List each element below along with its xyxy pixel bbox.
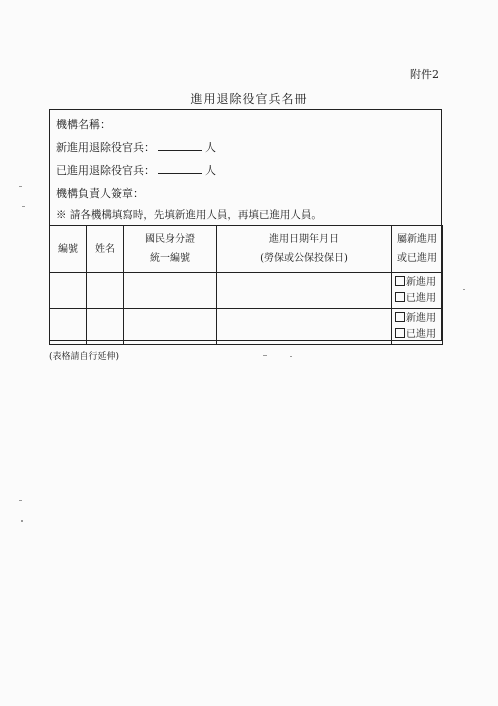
scan-speck (463, 289, 465, 290)
fill-instruction-note: ※ 請各機構填寫時，先填新進用人員，再填已進用人員。 (56, 209, 322, 221)
cell-number[interactable] (50, 273, 87, 309)
new-hire-count-field[interactable] (158, 140, 202, 151)
header-number: 編號 (50, 226, 87, 273)
roster-table (49, 225, 443, 345)
option-new-hire[interactable] (392, 311, 442, 327)
attachment-label: 附件2 (410, 68, 439, 81)
scan-speck (19, 500, 22, 501)
table-row (50, 273, 443, 309)
scan-speck (19, 186, 22, 187)
new-hire-label: 新進用退除役官兵： (56, 141, 155, 154)
footnote: (表格請自行延伸) (49, 352, 120, 362)
option-existing-hire[interactable] (392, 291, 442, 307)
checkbox-icon[interactable] (395, 276, 405, 286)
header-id-line2: 統一編號 (150, 253, 190, 264)
scan-speck (22, 206, 25, 207)
header-id-line1: 國民身分證 (145, 234, 195, 245)
option-new-hire-label: 新進用 (406, 276, 436, 288)
table-row (50, 309, 443, 345)
header-id-number (124, 226, 217, 273)
header-name: 姓名 (87, 226, 124, 273)
header-type-line2: 或已進用 (397, 253, 437, 264)
cell-hire-date[interactable] (217, 273, 392, 309)
page-title: 進用退除役官兵名冊 (190, 92, 308, 106)
existing-label: 已進用退除役官兵： (56, 164, 155, 177)
cell-id-number[interactable] (124, 273, 217, 309)
scan-speck (263, 355, 267, 356)
cell-number[interactable] (50, 309, 87, 345)
new-hire-count-line (56, 139, 216, 155)
checkbox-icon[interactable] (395, 328, 405, 338)
org-name-label: 機構名稱： (56, 118, 111, 131)
cell-hire-date[interactable] (217, 309, 392, 345)
scan-speck (290, 356, 292, 357)
cell-hire-type (392, 273, 443, 309)
option-new-hire-label: 新進用 (406, 312, 436, 324)
table-header-row (50, 226, 443, 273)
existing-count-line (56, 162, 216, 178)
header-date-line1: 進用日期年月日 (269, 234, 339, 245)
cell-hire-type (392, 309, 443, 345)
option-existing-hire-label: 已進用 (406, 292, 436, 304)
option-new-hire[interactable] (392, 275, 442, 291)
scan-speck (21, 520, 23, 522)
checkbox-icon[interactable] (395, 312, 405, 322)
header-date-line2: (勞保或公保投保日) (260, 253, 348, 264)
header-hire-date (217, 226, 392, 273)
header-type-line1: 屬新進用 (397, 234, 437, 245)
existing-count-field[interactable] (158, 163, 202, 174)
cell-name[interactable] (87, 273, 124, 309)
new-hire-unit: 人 (205, 141, 216, 154)
option-existing-hire[interactable] (392, 327, 442, 343)
cell-id-number[interactable] (124, 309, 217, 345)
signature-label: 機構負責人簽章： (56, 187, 144, 200)
existing-unit: 人 (205, 164, 216, 177)
checkbox-icon[interactable] (395, 292, 405, 302)
header-hire-type (392, 226, 443, 273)
option-existing-hire-label: 已進用 (406, 328, 436, 340)
cell-name[interactable] (87, 309, 124, 345)
